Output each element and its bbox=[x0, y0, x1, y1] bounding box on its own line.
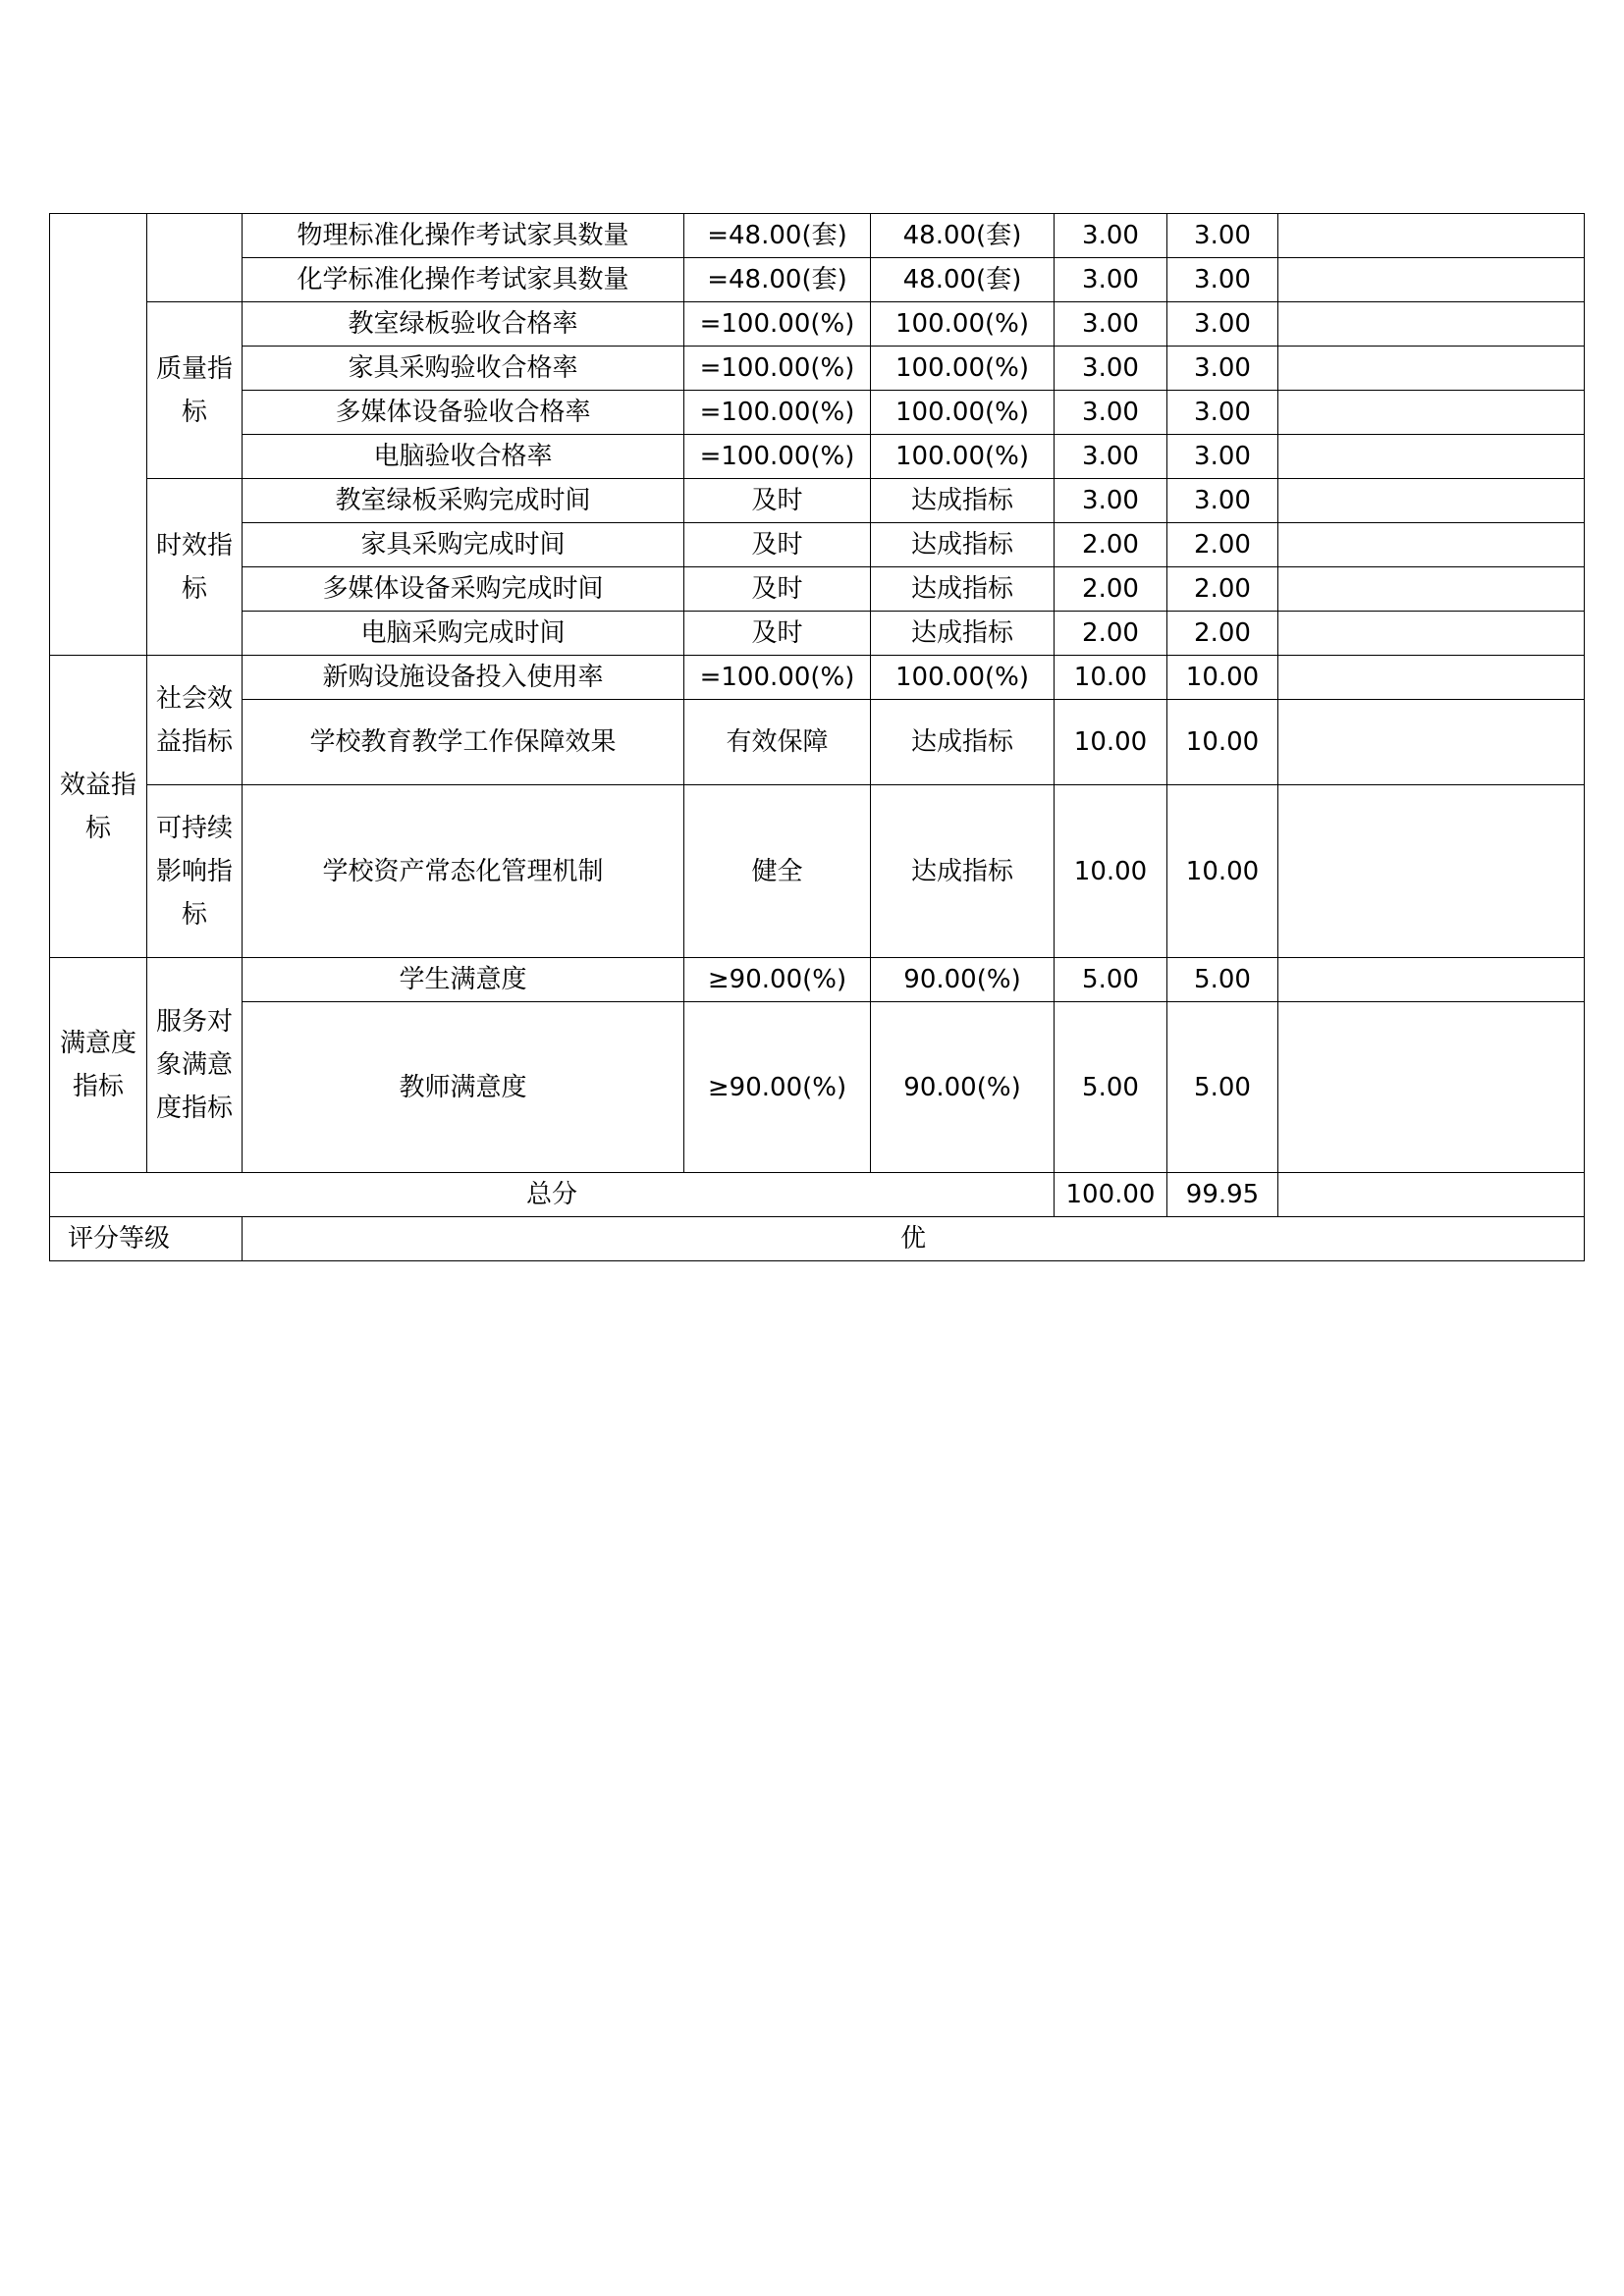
indicator-weight: 3.00 bbox=[1055, 214, 1167, 258]
indicator-target: =100.00(%) bbox=[684, 302, 871, 347]
indicator-name: 教师满意度 bbox=[243, 1002, 684, 1173]
indicator-name: 多媒体设备验收合格率 bbox=[243, 391, 684, 435]
indicator-actual: 90.00(%) bbox=[871, 958, 1055, 1002]
category-benefit: 效益指标 bbox=[50, 656, 147, 958]
indicator-score: 3.00 bbox=[1167, 302, 1278, 347]
table-row bbox=[50, 785, 1585, 958]
table-row bbox=[50, 435, 1585, 479]
indicator-actual: 100.00(%) bbox=[871, 656, 1055, 700]
indicator-actual: 100.00(%) bbox=[871, 435, 1055, 479]
indicator-name: 电脑验收合格率 bbox=[243, 435, 684, 479]
subcategory-service-satisfaction: 服务对象满意度指标 bbox=[147, 958, 243, 1173]
indicator-name: 学生满意度 bbox=[243, 958, 684, 1002]
table-row bbox=[50, 958, 1585, 1002]
indicator-actual: 达成指标 bbox=[871, 479, 1055, 523]
indicator-name: 教室绿板验收合格率 bbox=[243, 302, 684, 347]
indicator-actual: 达成指标 bbox=[871, 523, 1055, 567]
indicator-name: 物理标准化操作考试家具数量 bbox=[243, 214, 684, 258]
indicator-target: =100.00(%) bbox=[684, 347, 871, 391]
indicator-actual: 100.00(%) bbox=[871, 302, 1055, 347]
indicator-actual: 达成指标 bbox=[871, 785, 1055, 958]
indicator-actual: 100.00(%) bbox=[871, 391, 1055, 435]
total-note bbox=[1278, 1173, 1585, 1217]
indicator-note bbox=[1278, 785, 1585, 958]
total-label: 总分 bbox=[50, 1173, 1055, 1217]
subcategory-timeliness: 时效指标 bbox=[147, 479, 243, 656]
table-row bbox=[50, 1002, 1585, 1173]
grade-value: 优 bbox=[243, 1217, 1585, 1261]
indicator-name: 家具采购验收合格率 bbox=[243, 347, 684, 391]
indicator-target: 及时 bbox=[684, 567, 871, 612]
indicator-target: =48.00(套) bbox=[684, 214, 871, 258]
indicator-name: 教室绿板采购完成时间 bbox=[243, 479, 684, 523]
indicator-actual: 90.00(%) bbox=[871, 1002, 1055, 1173]
indicator-target: 有效保障 bbox=[684, 700, 871, 785]
indicator-name: 学校教育教学工作保障效果 bbox=[243, 700, 684, 785]
indicator-score: 2.00 bbox=[1167, 567, 1278, 612]
subcategory-social-benefit: 社会效益指标 bbox=[147, 656, 243, 785]
indicator-target: 及时 bbox=[684, 479, 871, 523]
total-weight: 100.00 bbox=[1055, 1173, 1167, 1217]
indicator-score: 2.00 bbox=[1167, 612, 1278, 656]
table-row bbox=[50, 656, 1585, 700]
indicator-target: ≥90.00(%) bbox=[684, 958, 871, 1002]
indicator-name: 电脑采购完成时间 bbox=[243, 612, 684, 656]
indicator-note bbox=[1278, 347, 1585, 391]
indicator-target: =100.00(%) bbox=[684, 656, 871, 700]
indicator-note bbox=[1278, 302, 1585, 347]
indicator-name: 学校资产常态化管理机制 bbox=[243, 785, 684, 958]
indicator-weight: 3.00 bbox=[1055, 479, 1167, 523]
indicator-note bbox=[1278, 612, 1585, 656]
indicator-name: 新购设施设备投入使用率 bbox=[243, 656, 684, 700]
table-row bbox=[50, 567, 1585, 612]
indicator-weight: 3.00 bbox=[1055, 347, 1167, 391]
indicator-weight: 2.00 bbox=[1055, 612, 1167, 656]
indicator-score: 2.00 bbox=[1167, 523, 1278, 567]
indicator-target: =100.00(%) bbox=[684, 391, 871, 435]
indicator-note bbox=[1278, 479, 1585, 523]
indicator-note bbox=[1278, 656, 1585, 700]
indicator-weight: 2.00 bbox=[1055, 567, 1167, 612]
indicator-name: 多媒体设备采购完成时间 bbox=[243, 567, 684, 612]
indicator-target: 及时 bbox=[684, 523, 871, 567]
grade-row bbox=[50, 1217, 1585, 1261]
indicator-name: 化学标准化操作考试家具数量 bbox=[243, 258, 684, 302]
indicator-actual: 48.00(套) bbox=[871, 214, 1055, 258]
indicator-score: 5.00 bbox=[1167, 1002, 1278, 1173]
table-row bbox=[50, 391, 1585, 435]
total-row bbox=[50, 1173, 1585, 1217]
indicator-note bbox=[1278, 391, 1585, 435]
indicator-actual: 达成指标 bbox=[871, 700, 1055, 785]
table-row bbox=[50, 700, 1585, 785]
table-row bbox=[50, 612, 1585, 656]
indicator-actual: 100.00(%) bbox=[871, 347, 1055, 391]
indicator-note bbox=[1278, 523, 1585, 567]
performance-evaluation-table bbox=[49, 213, 1585, 1261]
indicator-note bbox=[1278, 958, 1585, 1002]
indicator-score: 3.00 bbox=[1167, 347, 1278, 391]
indicator-score: 3.00 bbox=[1167, 258, 1278, 302]
table-row bbox=[50, 347, 1585, 391]
subcategory-quality: 质量指标 bbox=[147, 302, 243, 479]
indicator-weight: 2.00 bbox=[1055, 523, 1167, 567]
subcategory-sustainable-impact: 可持续影响指标 bbox=[147, 785, 243, 958]
table-row bbox=[50, 302, 1585, 347]
indicator-score: 3.00 bbox=[1167, 214, 1278, 258]
indicator-note bbox=[1278, 700, 1585, 785]
table-row bbox=[50, 479, 1585, 523]
indicator-weight: 3.00 bbox=[1055, 302, 1167, 347]
indicator-weight: 3.00 bbox=[1055, 258, 1167, 302]
indicator-actual: 48.00(套) bbox=[871, 258, 1055, 302]
table-row bbox=[50, 214, 1585, 258]
indicator-target: =48.00(套) bbox=[684, 258, 871, 302]
indicator-weight: 5.00 bbox=[1055, 1002, 1167, 1173]
indicator-weight: 3.00 bbox=[1055, 391, 1167, 435]
indicator-weight: 10.00 bbox=[1055, 656, 1167, 700]
indicator-note bbox=[1278, 1002, 1585, 1173]
indicator-score: 10.00 bbox=[1167, 656, 1278, 700]
indicator-weight: 5.00 bbox=[1055, 958, 1167, 1002]
indicator-target: ≥90.00(%) bbox=[684, 1002, 871, 1173]
indicator-note bbox=[1278, 214, 1585, 258]
indicator-weight: 10.00 bbox=[1055, 785, 1167, 958]
indicator-target: 健全 bbox=[684, 785, 871, 958]
indicator-note bbox=[1278, 258, 1585, 302]
indicator-name: 家具采购完成时间 bbox=[243, 523, 684, 567]
grade-label: 评分等级 bbox=[50, 1217, 243, 1261]
indicator-actual: 达成指标 bbox=[871, 567, 1055, 612]
indicator-target: 及时 bbox=[684, 612, 871, 656]
indicator-weight: 10.00 bbox=[1055, 700, 1167, 785]
category-satisfaction: 满意度指标 bbox=[50, 958, 147, 1173]
table-row bbox=[50, 258, 1585, 302]
indicator-note bbox=[1278, 435, 1585, 479]
indicator-score: 5.00 bbox=[1167, 958, 1278, 1002]
indicator-weight: 3.00 bbox=[1055, 435, 1167, 479]
category-cell-output bbox=[50, 214, 147, 656]
subcategory-cell-quantity bbox=[147, 214, 243, 302]
indicator-score: 10.00 bbox=[1167, 785, 1278, 958]
indicator-target: =100.00(%) bbox=[684, 435, 871, 479]
indicator-actual: 达成指标 bbox=[871, 612, 1055, 656]
indicator-score: 10.00 bbox=[1167, 700, 1278, 785]
indicator-score: 3.00 bbox=[1167, 479, 1278, 523]
total-score: 99.95 bbox=[1167, 1173, 1278, 1217]
indicator-note bbox=[1278, 567, 1585, 612]
indicator-score: 3.00 bbox=[1167, 435, 1278, 479]
table-row bbox=[50, 523, 1585, 567]
indicator-score: 3.00 bbox=[1167, 391, 1278, 435]
